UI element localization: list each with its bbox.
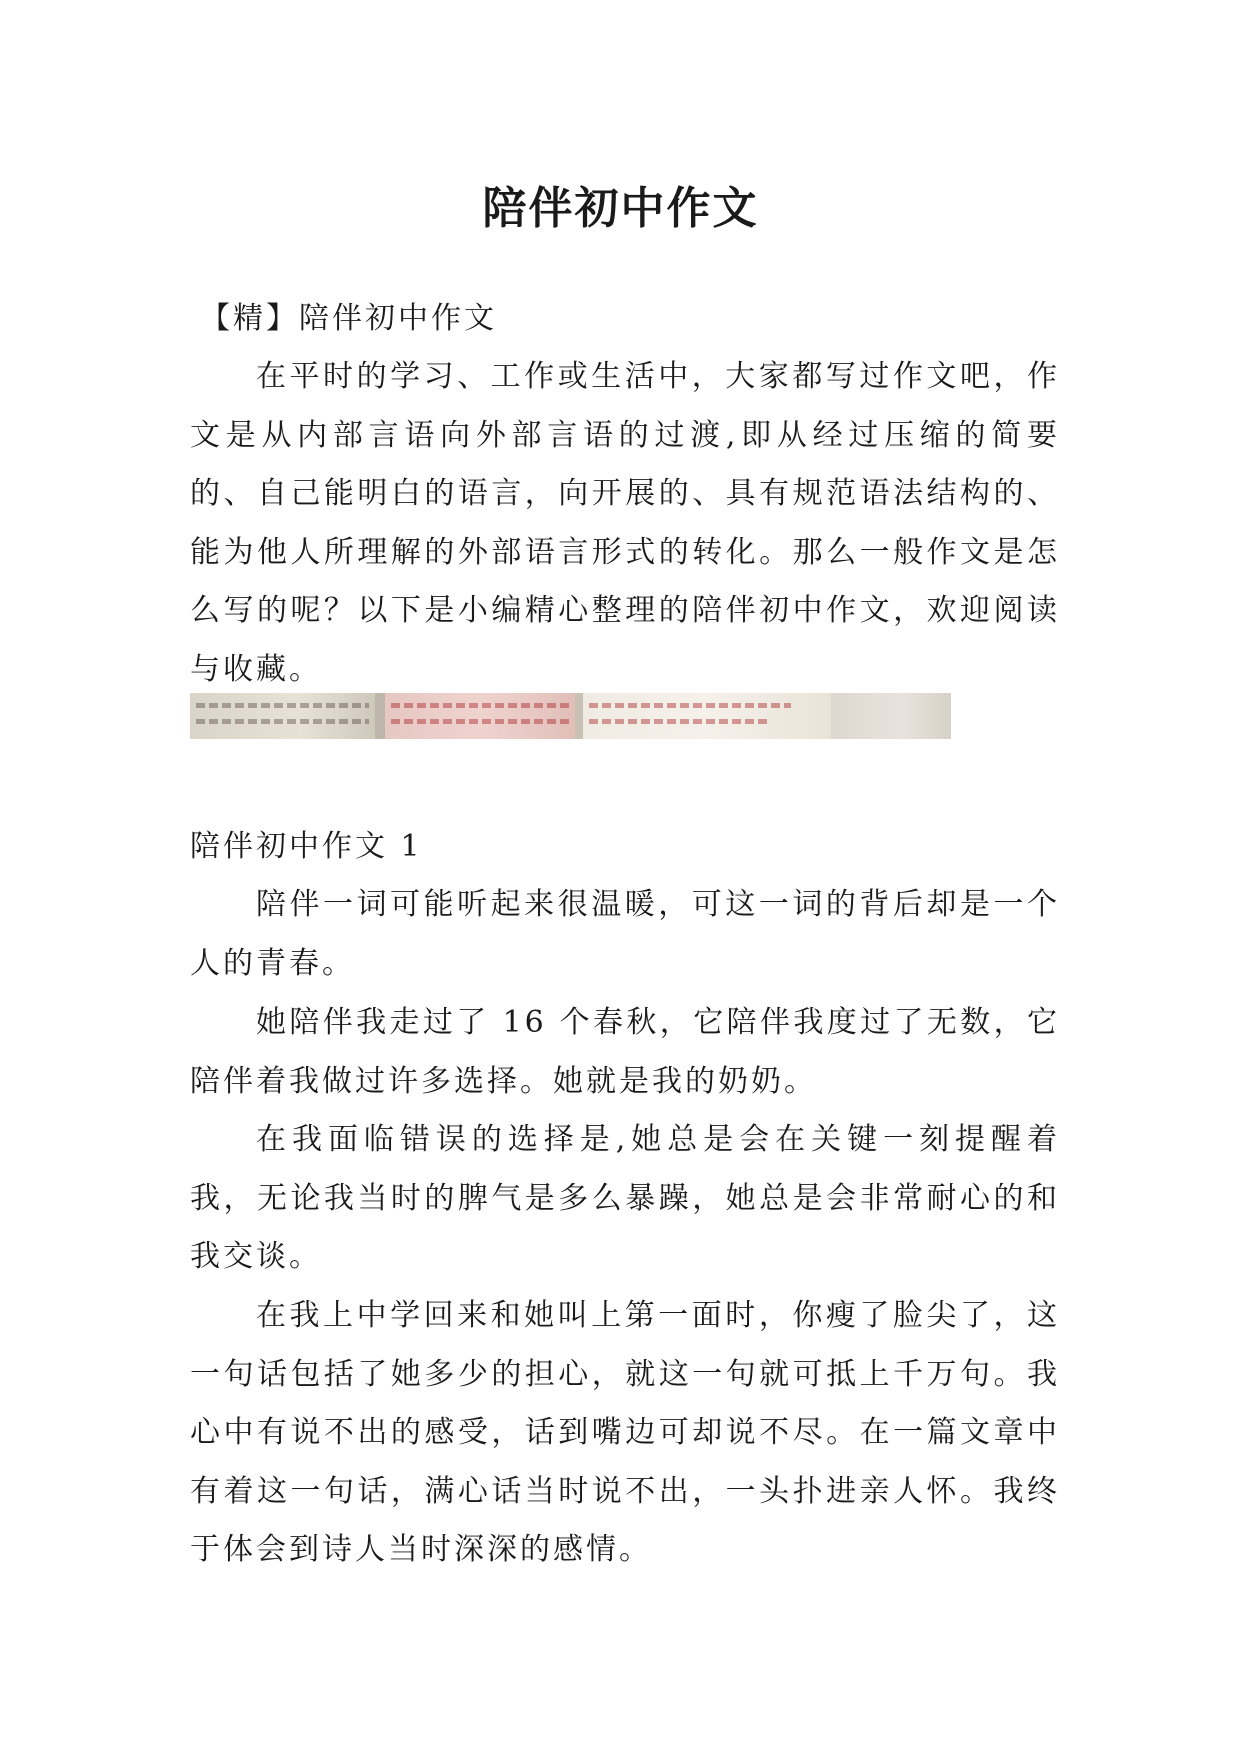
- page-title: 陪伴初中作文: [482, 183, 759, 235]
- photo-segment: [831, 693, 951, 739]
- body-paragraph: 在我上中学回来和她叫上第一面时，你瘦了脸尖了，这一句话包括了她多少的担心，就这一句就可抵上千万句。我心中有说不出的感受，话到嘴边可却说不尽。在一篇文章中有着这一句话，满心话当时说不出，一头扑进亲人怀。我终于体会到诗人当时深深的感情。: [190, 1298, 1060, 1567]
- photo-segment: [375, 693, 385, 739]
- body-paragraph: 她陪伴我走过了 16 个春秋，它陪伴我度过了无数，它陪伴着我做过许多选择。她就是我的奶奶。: [190, 1005, 1060, 1099]
- body-paragraph: 在我面临错误的选择是,她总是会在关键一刻提醒着我，无论我当时的脾气是多么暴躁，她总是会非常耐心的和我交谈。: [190, 1122, 1060, 1274]
- photo-segment: [583, 693, 831, 739]
- photo-segment: [575, 693, 583, 739]
- photo-segment: [385, 693, 575, 739]
- intro-paragraph: 在平时的学习、工作或生活中，大家都写过作文吧，作文是从内部言语向外部言语的过渡,即从经过压缩的简要的、自己能明白的语言，向开展的、具有规范语法结构的、能为他人所理解的外部语言形式的转化。那么一般作文是怎么写的呢？以下是小编精心整理的陪伴初中作文，欢迎阅读与收藏。: [190, 359, 1060, 687]
- book-photo-strip: [190, 693, 951, 739]
- body-paragraph: 陪伴一词可能听起来很温暖，可这一词的背后却是一个人的青春。: [190, 887, 1060, 981]
- hook-line: 【精】陪伴初中作文: [200, 301, 497, 336]
- section-heading: 陪伴初中作文 1: [190, 829, 423, 864]
- photo-segment: [190, 693, 375, 739]
